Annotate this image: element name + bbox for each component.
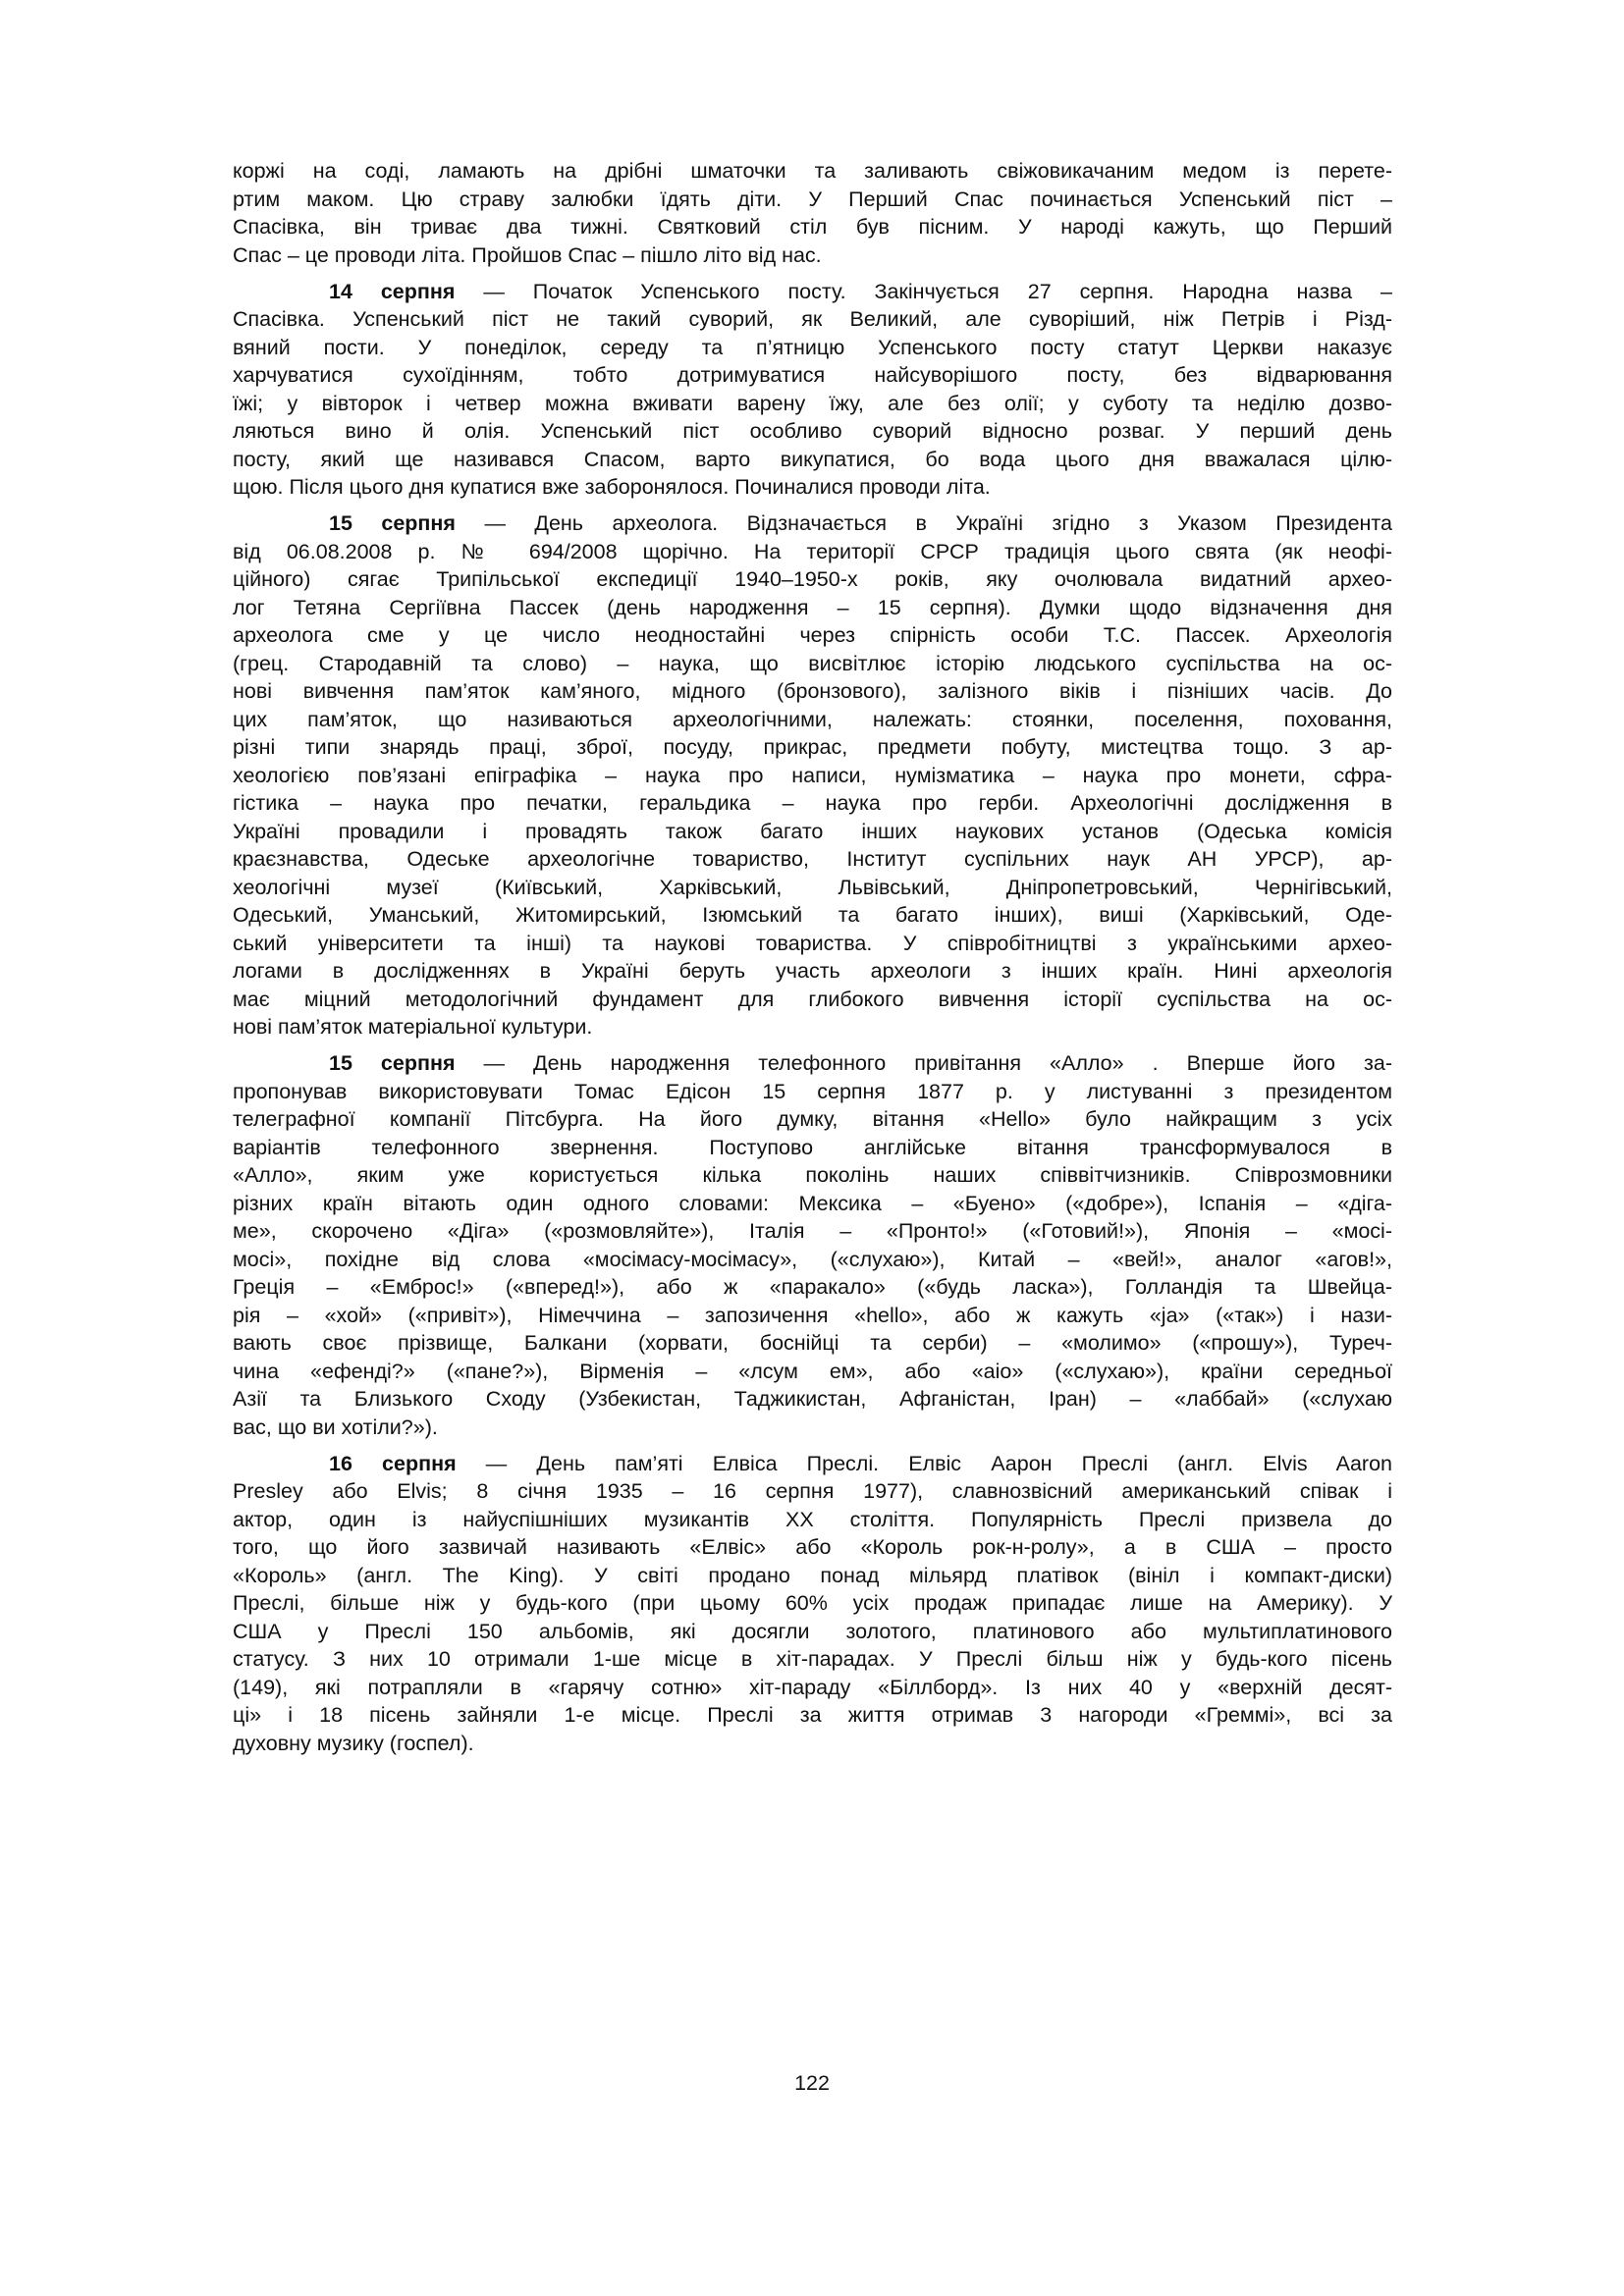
text-line: хеологією пов’язані епіграфіка – наука про написи, нумізматика – наука про монети, сфра- [233, 763, 1392, 787]
text-line: логами в дослідженнях в Україні беруть участь археологи з інших країн. Нині археологія [233, 959, 1392, 983]
entry-lead: — Початок Успенського посту. Закінчується 27 серпня. Народна назва – [483, 279, 1393, 303]
text-line: нові вивчення пам’яток кам’яного, мідного (бронзового), залізного віків і пізніших часів. До [233, 679, 1392, 703]
text-line: Одеський, Уманський, Житомирський, Ізюмський та багато інших), виші (Харківський, Оде- [233, 903, 1392, 927]
text-line: ляються вино й олія. Успенський піст особливо суворий відносно розваг. У перший день [233, 419, 1392, 443]
page-number: 122 [794, 2071, 830, 2095]
text-line: (149), які потрапляли в «гарячу сотню» хіт-параду «Біллборд». Із них 40 у «верхній десят- [233, 1675, 1392, 1699]
text-line: духовну музику (госпел). [233, 1731, 474, 1755]
text-line [233, 509, 1392, 538]
text-line: США у Преслі 150 альбомів, які досягли золотого, платинового або мультиплатинового [233, 1619, 1392, 1643]
text-line: Спасівка. Успенський піст не такий суворий, як Великий, але суворіший, ніж Петрів і Різд- [233, 307, 1392, 331]
text-line: телеграфної компанії Пітсбурга. На його думку, вітання «Hello» було найкращим з усіх [233, 1107, 1392, 1131]
text-line: різні типи знарядь праці, зброї, посуду, прикрас, предмети побуту, мистецтва тощо. З ар- [233, 735, 1392, 759]
text-line: хеологічні музеї (Київський, Харківський, Львівський, Дніпропетровський, Чернігівський, [233, 875, 1392, 899]
text-line [233, 1049, 1392, 1078]
text-line: посту, який ще називався Спасом, варто викупатися, бо вода цього дня вважалася цілю- [233, 447, 1392, 471]
text-line: Україні провадили і провадять також багато інших наукових установ (Одеська комісія [233, 819, 1392, 843]
text-line: Presley або Elvis; 8 січня 1935 – 16 серпня 1977), славнозвісний американський співак і [233, 1479, 1392, 1503]
text-line: нові пам’яток матеріальної культури. [233, 1015, 593, 1039]
text-line: статусу. З них 10 отримали 1-ше місце в хіт-парадах. У Преслі більш ніж у будь-кого пісень [233, 1647, 1392, 1671]
text-line: (грец. Стародавній та слово) – наука, що висвітлює історію людського суспільства на ос- [233, 651, 1392, 675]
text-line: археолога сме у це число неодностайні через спірність особи Т.С. Пассек. Археологія [233, 623, 1392, 647]
paragraph-aug-15-hello [233, 1049, 1392, 1441]
text-line: Азії та Близького Сходу (Узбекистан, Таджикистан, Афганістан, Іран) – «лаббай» («слухаю [233, 1387, 1392, 1411]
text-line: ці» і 18 пісень зайняли 1-е місце. Преслі за життя отримав 3 нагороди «Греммі», всі за [233, 1703, 1392, 1727]
text-line: їжі; у вівторок і четвер можна вживати варену їжу, але без олії; у суботу та неділю дозво- [233, 391, 1392, 415]
text-line: пропонував використовувати Томас Едісон 15 серпня 1877 р. у листуванні з президентом [233, 1079, 1392, 1103]
text-line: ртим маком. Цю страву залюбки їдять діти. У Перший Спас починається Успенський піст – [233, 187, 1392, 211]
paragraph-aug-16 [233, 1450, 1392, 1758]
entry-date: 15 серпня [329, 1051, 456, 1075]
text-line: від 06.08.2008 р. № 694/2008 щорічно. На території СРСР традиція цього свята (як неофі- [233, 539, 1392, 563]
text-line: гістика – наука про печатки, геральдика – наука про герби. Археологічні дослідження в [233, 791, 1392, 815]
entry-date: 14 серпня [329, 279, 456, 303]
text-line: вають своє прізвище, Балкани (хорвати, боснійці та серби) – «молимо» («прошу»), Туреч- [233, 1331, 1392, 1355]
entry-lead: — День народження телефонного привітання «Алло» . Вперше його за- [483, 1051, 1393, 1075]
body-text [233, 157, 1392, 1766]
text-line: Спас – це проводи літа. Пройшов Спас – пішло літо від нас. [233, 242, 822, 267]
text-line: «Король» (англ. The King). У світі продано понад мільярд платівок (вініл і компакт-диски) [233, 1563, 1392, 1587]
text-line: Преслі, більше ніж у будь-кого (при цьому 60% усіх продаж припадає лише на Америку). У [233, 1591, 1392, 1615]
text-line: чина «ефенді?» («пане?»), Вірменія – «лсум ем», або «аіо» («слухаю»), країни середньої [233, 1359, 1392, 1383]
text-line: ме», скорочено «Діга» («розмовляйте»), Італія – «Пронто!» («Готовий!»), Японія – «мосі- [233, 1219, 1392, 1243]
text-line: ський університети та інші) та наукові товариства. У співробітництві з українськими архео- [233, 931, 1392, 955]
text-line [233, 1450, 1392, 1478]
paragraph-aug-15-archaeologist [233, 509, 1392, 1041]
entry-lead: — День пам’яті Елвіса Преслі. Елвіс Аарон Преслі (англ. Elvis Aaron [485, 1451, 1392, 1475]
text-line: коржі на соді, ламають на дрібні шматочки та заливають свіжовикачаним медом із перете- [233, 159, 1392, 183]
text-line: рія – «хой» («привіт»), Німеччина – запозичення «hello», або ж кажуть «ja» («так») і нази- [233, 1303, 1392, 1327]
paragraph-continuation [233, 157, 1392, 269]
entry-date: 16 серпня [329, 1451, 457, 1475]
paragraph-aug-14 [233, 278, 1392, 502]
text-line: мосі», похідне від слова «мосімасу-мосімасу», («слухаю»), Китай – «вей!», аналог «агов!», [233, 1247, 1392, 1271]
text-line: Спасівка, він триває два тижні. Святковий стіл був пісним. У народі кажуть, що Перший [233, 215, 1392, 239]
text-line: ційного) сягає Трипільської експедиції 1940–1950-х років, яку очолювала видатний архео- [233, 567, 1392, 591]
text-line: краєзнавства, Одеське археологічне товариство, Інститут суспільних наук АН УРСР), ар- [233, 847, 1392, 871]
text-line: харчуватися сухоїдінням, тобто дотримуватися найсуворішого посту, без відварювання [233, 363, 1392, 387]
text-line: різних країн вітають один одного словами: Мексика – «Буено» («добре»), Іспанія – «діга- [233, 1191, 1392, 1215]
text-line [233, 278, 1392, 306]
text-line: має міцний методологічний фундамент для глибокого вивчення історії суспільства на ос- [233, 987, 1392, 1011]
text-line: цих пам’яток, що називаються археологічними, належать: стоянки, поселення, поховання, [233, 707, 1392, 731]
text-line: лог Тетяна Сергіївна Пассек (день народження – 15 серпня). Думки щодо відзначення дня [233, 595, 1392, 619]
text-line: того, що його зазвичай називають «Елвіс» або «Король рок-н-ролу», а в США – просто [233, 1535, 1392, 1559]
text-line: актор, один із найуспішніших музикантів XX століття. Популярність Преслі призвела до [233, 1507, 1392, 1531]
text-line: Греція – «Емброс!» («вперед!»), або ж «паракало» («будь ласка»), Голландія та Швейца- [233, 1275, 1392, 1299]
entry-date: 15 серпня [329, 511, 456, 535]
text-line: варіантів телефонного звернення. Поступово англійське вітання трансформувалося в [233, 1135, 1392, 1159]
text-line: вас, що ви хотіли?»). [233, 1415, 438, 1439]
text-line: вяний пости. У понеділок, середу та п’ятницю Успенського посту статут Церкви наказує [233, 335, 1392, 359]
text-line: «Алло», яким уже користується кілька поколінь наших співвітчизників. Співрозмовники [233, 1163, 1392, 1187]
entry-lead: — День археолога. Відзначається в Україні згідно з Указом Президента [484, 511, 1392, 535]
text-line: щою. Після цього дня купатися вже заборонялося. Починалися проводи літа. [233, 475, 991, 499]
